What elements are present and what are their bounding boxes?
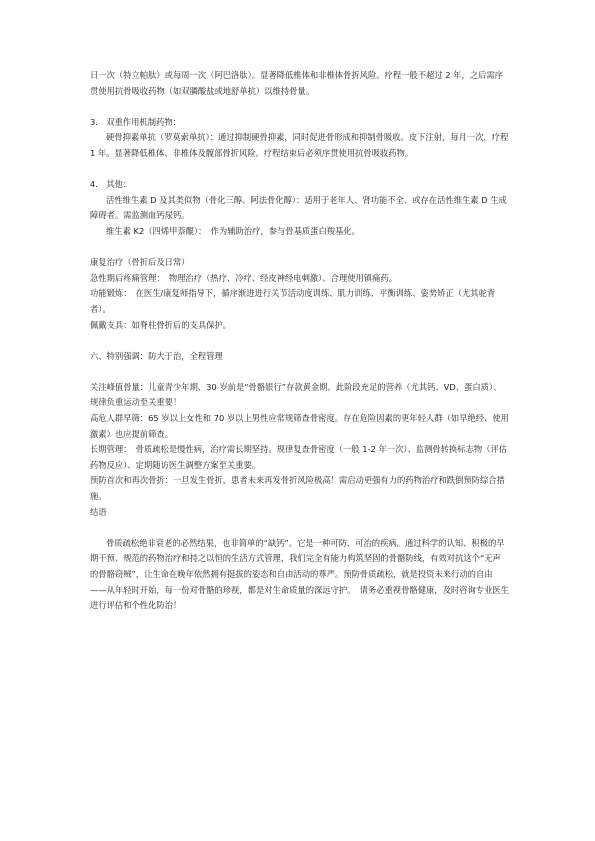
paragraph-treatment-continued: 日一次（特立帕肽）或每周一次（阿巴洛肽）。显著降低椎体和非椎体骨折风险。疗程一般不超过 2 年，之后需序贯使用抗骨吸收药物（如双膦酸盐或地舒单抗）以维持骨量。 (90, 70, 503, 96)
paragraph-pain-management: 急性期后疼痛管理： 物理治疗（热疗、冷疗、经皮神经电刺激）、合理使用镇痛药。 (90, 272, 397, 283)
heading-conclusion: 结语 (90, 506, 107, 517)
spacer (90, 520, 509, 536)
spacer (90, 240, 509, 256)
heading-other-drugs: 4. 其他： (90, 179, 132, 190)
paragraph-active-vitamin-d: 活性维生素 D 及其类似物（骨化三醇、阿法骨化醇）：适用于老年人、肾功能不全、或存在活性维生素 D 生成障碍者。需监测血钙尿钙。 (90, 194, 507, 221)
paragraph-romosozumab: 硬骨抑素单抗（罗莫索单抗）：通过抑制硬骨抑素，同时促进骨形成和抑制骨吸收。皮下注射，每月一次，疗程 1 年。显著降低椎体、非椎体及髋部骨折风险。疗程结束后必须序贯使用抗骨吸收药物。 (90, 132, 509, 158)
paragraph-vitamin-k2: 维生素 K2（四烯甲萘醌）： 作为辅助治疗，参与骨基质蛋白羧基化。 (106, 225, 360, 236)
heading-rehabilitation: 康复治疗（骨折后及日常） (90, 257, 190, 268)
paragraph-fracture-prevention: 预防首次和再次骨折：一旦发生骨折，患者未来再发骨折风险极高！需启动更强有力的药物治疗和跌倒预防综合措施。 (90, 475, 505, 502)
paragraph-brace: 佩戴支具：如脊柱骨折后的支具保护。 (90, 319, 232, 330)
paragraph-functional-exercise: 功能锻炼： 在医生/康复师指导下，循序渐进进行关节活动度训练、肌力训练、平衡训练、姿势矫正（尤其驼背者）。 (90, 288, 496, 314)
spacer (90, 162, 509, 178)
spacer (90, 364, 509, 380)
paragraph-peak-bone-mass: 关注峰值骨量：儿童青少年期、30 岁前是“骨骼银行”存款黄金期。此阶段充足的营养（尤其钙、VD、蛋白质）、规律负重运动至关重要！ (90, 381, 502, 408)
paragraph-conclusion: 骨质疏松绝非衰老的必然结果，也非简单的“缺钙”。它是一种可防、可治的疾病。通过科学的认知、积极的早期干预、规范的药物治疗和持之以恒的生活方式管理，我们完全有能力构筑坚固的骨骼防线，有效对抗这个“无声的骨骼窃贼”，让生命在晚年依然拥有挺拔的姿态和自由活动的尊严。预防骨质疏松，就是投资未来行动的自由——从年轻时开始，每一份对骨骼的珍视，都是对生命质量的深远守护。 请务必重视骨骼健康，及时咨询专业医生进行评估和个性化防治！ (90, 537, 509, 611)
spacer (90, 99, 509, 115)
heading-section-six: 六、特别强调：防大于治，全程管理 (90, 350, 223, 361)
paragraph-long-term-management: 长期管理： 骨质疏松是慢性病，治疗需长期坚持。规律复查骨密度（一般 1-2 年一次）、监测骨转换标志物（评估药物反应）、定期随访医生调整方案至关重要。 (90, 444, 508, 470)
document-body (90, 68, 509, 614)
heading-dual-action-drugs: 3. 双重作用机制药物： (90, 116, 181, 127)
spacer (90, 333, 509, 349)
paragraph-high-risk-screening: 高危人群早筛：65 岁以上女性和 70 岁以上男性应常规筛查骨密度。存在危险因素的更年轻人群（如早绝经、使用激素）也应提前筛查。 (90, 413, 509, 439)
